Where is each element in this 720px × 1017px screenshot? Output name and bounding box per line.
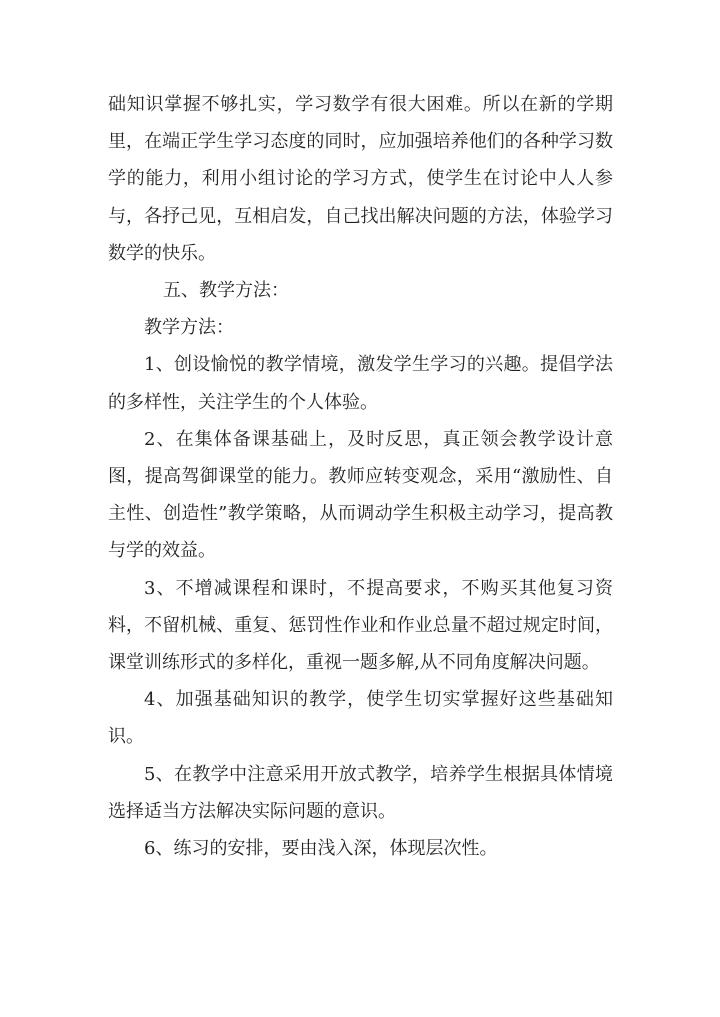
- document-body: [108, 86, 613, 867]
- list-item-5: 5、在教学中注意采用开放式教学，培养学生根据具体情境选择适当方法解决实际问题的意识。: [108, 763, 613, 822]
- section-heading-teaching-methods: 五、教学方法：: [163, 280, 289, 302]
- paragraph-continuation: 础知识掌握不够扎实，学习数学有很大困难。所以在新的学期里，在端正学生学习态度的同时，应加强培养他们的各种学习数学的能力，利用小组讨论的学习方式，使学生在讨论中人人参与，各抒己见，互相启发，自己找出解决问题的方法，体验学习数学的快乐。: [108, 94, 613, 264]
- list-item-6: 6、练习的安排，要由浅入深，体现层次性。: [144, 838, 498, 860]
- subheading-teaching-methods: 教学方法：: [144, 317, 234, 339]
- list-item-1: 1、创设愉悦的教学情境，激发学生学习的兴趣。提倡学法的多样性，关注学生的个人体验。: [108, 354, 613, 413]
- list-item-2: 2、在集体备课基础上，及时反思，真正领会教学设计意图，提高驾御课堂的能力。教师应转变观念，采用“激励性、自主性、创造性”教学策略，从而调动学生积极主动学习，提高教与学的效益。: [108, 428, 613, 562]
- list-item-3: 3、不增减课程和课时，不提高要求，不购买其他复习资料，不留机械、重复、惩罚性作业和作业总量不超过规定时间，课堂训练形式的多样化，重视一题多解,从不同角度解决问题。: [108, 577, 613, 674]
- list-item-4: 4、加强基础知识的教学，使学生切实掌握好这些基础知识。: [108, 689, 613, 748]
